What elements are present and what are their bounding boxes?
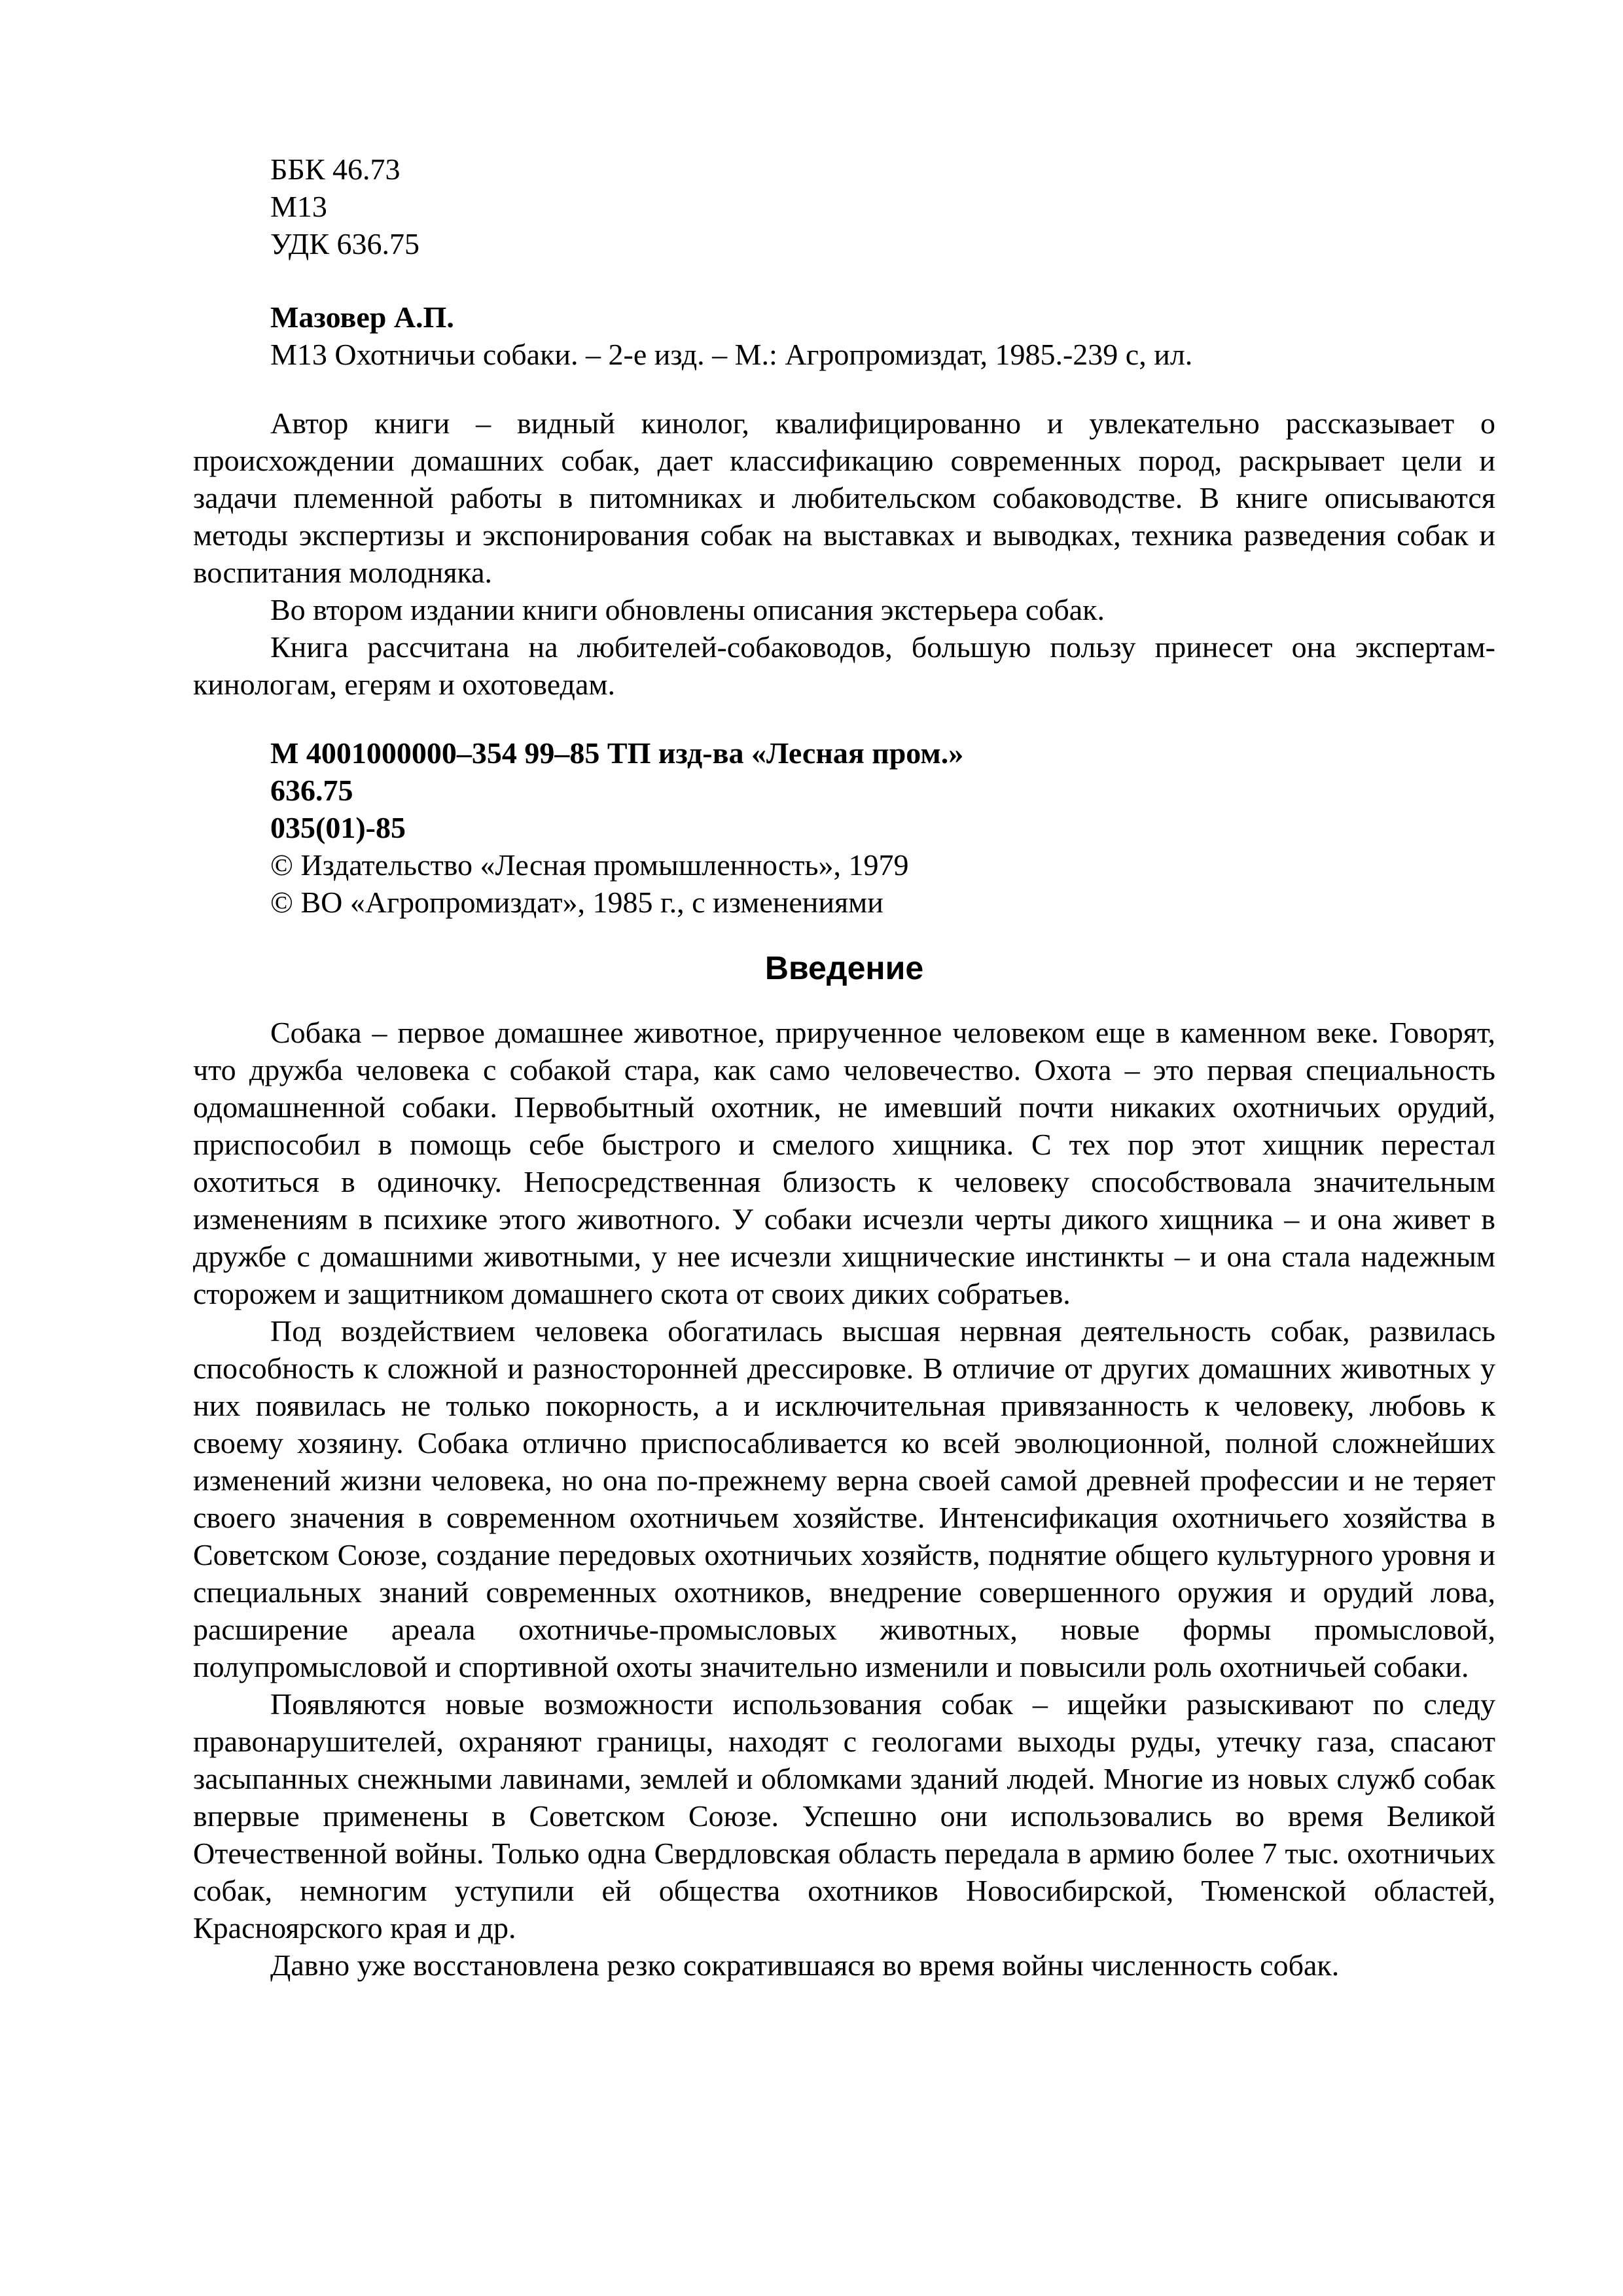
udk-code: УДК 636.75 — [270, 227, 419, 260]
body-text — [193, 1014, 1495, 1984]
imprint-line: 636.75 — [270, 774, 353, 807]
body-paragraph: Собака – первое домашнее животное, прирученное человеком еще в каменном веке. Говорят, что дружба человека с собакой стара, как само человечество. Охота – это первая специальность одомашненной собаки. Первобытный охотник, не имевший почти никаких охотничьих орудий, приспособил в помощь себе быстрого и смелого хищника. С тех пор этот хищник перестал охотиться в одиночку. Непосредственная близость к человеку способствовала значительным изменениям в психике этого животного. У собаки исчезли черты дикого хищника – и она живет в дружбе с домашними животными, у нее исчезли хищнические инстинкты – и она стала надежным сторожем и защитником домашнего скота от своих диких собратьев. — [193, 1016, 1495, 1310]
copyright-line: © Издательство «Лесная промышленность», 1979 — [270, 848, 909, 882]
annotation-paragraph: Книга рассчитана на любителей-собаководов, большую пользу принесет она экспертам-кинологам, егерям и охотоведам. — [193, 630, 1495, 701]
annotation-paragraph: Автор книги – видный кинолог, квалифицированно и увлекательно рассказывает о происхождении домашних собак, дает классификацию современных пород, раскрывает цели и задачи племенной работы в питомниках и любительском собаководстве. В книге описываются методы экспертизы и экспонирования собак на выставках и выводках, техника разведения собак и воспитания молодняка. — [193, 406, 1495, 589]
book-author: Мазовер А.П. — [270, 300, 454, 334]
annotation — [193, 404, 1495, 703]
body-paragraph: Под воздействием человека обогатилась высшая нервная деятельность собак, развилась способность к сложной и разносторонней дрессировке. В отличие от других домашних животных у них появилась не только покорность, а и исключительная привязанность к человеку, любовь к своему хозяину. Собака отлично приспосабливается ко всей эволюционной, полной сложнейших изменений жизни человека, но она по-прежнему верна своей самой древней профессии и не теряет своего значения в современном охотничьем хозяйстве. Интенсификация охотничьего хозяйства в Советском Союзе, создание передовых охотничьих хозяйств, поднятие общего культурного уровня и специальных знаний современных охотников, внедрение совершенного оружия и орудий лова, расширение ареала охотничье-промысловых животных, новые формы промысловой, полупромысловой и спортивной охоты значительно изменили и повысили роль охотничьей собаки. — [193, 1314, 1495, 1683]
author-code: М13 — [270, 190, 327, 223]
document-page — [193, 151, 1495, 1984]
bibliography-block — [193, 298, 1495, 373]
imprint-line: М 4001000000–354 99–85 ТП изд-ва «Лесная пром.» — [270, 736, 964, 770]
body-paragraph: Давно уже восстановлена резко сократившаяся во время войны численность собак. — [270, 1948, 1340, 1982]
copyright-line: © ВО «Агропромиздат», 1985 г., с изменениями — [270, 886, 883, 919]
classification-block — [193, 151, 1495, 262]
imprint-line: 035(01)-85 — [270, 811, 406, 844]
bibliographic-entry: М13 Охотничьи собаки. – 2-е изд. – М.: Агропромиздат, 1985.-239 с, ил. — [270, 338, 1193, 371]
bbk-code: ББК 46.73 — [270, 152, 401, 186]
imprint-block — [193, 734, 1495, 921]
annotation-paragraph: Во втором издании книги обновлены описания экстерьера собак. — [270, 593, 1105, 626]
body-paragraph: Появляются новые возможности использования собак – ищейки разыскивают по следу правонарушителей, охраняют границы, находят с геологами выходы руды, утечку газа, спасают засыпанных снежными лавинами, землей и обломками зданий людей. Многие из новых служб собак впервые применены в Советском Союзе. Успешно они использовались во время Великой Отечественной войны. Только одна Свердловская область передала в армию более 7 тыс. охотничьих собак, немногим уступили ей общества охотников Новосибирской, Тюменской областей, Красноярского края и др. — [193, 1687, 1495, 1945]
section-title: Введение — [764, 950, 924, 986]
